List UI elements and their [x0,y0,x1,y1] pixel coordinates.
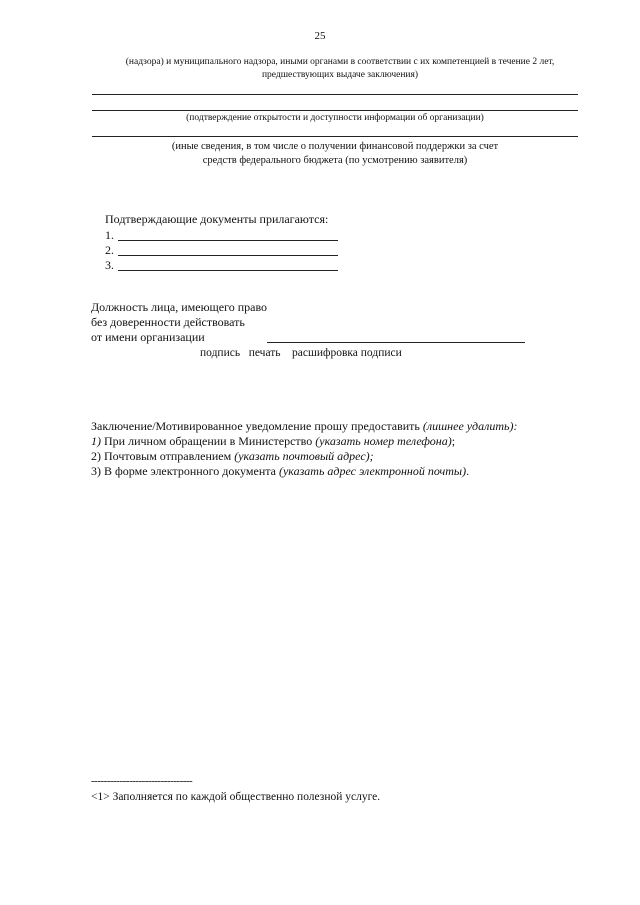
attachment-item-3 [105,258,114,273]
signatory-line-1: Должность лица, имеющего право [91,300,268,314]
attachment-line [118,255,338,256]
delivery-request-text: Заключение/Мотивированное уведомление прошу предоставить [91,419,423,433]
attachment-item-number: 3. [105,258,114,272]
delivery-option-1 [91,434,455,449]
option-1-end: ; [451,434,456,448]
footnote-text: <1> Заполняется по каждой общественно полезной услуге. [91,791,381,803]
attachment-item-number: 1. [105,228,114,242]
delivery-option-2 [91,449,374,464]
attachments-heading: Подтверждающие документы прилагаются: [105,212,329,226]
attachment-line [118,270,338,271]
attachment-item-2 [105,243,114,258]
header-line-1: (надзора) и муниципального надзора, иными органами в соответствии с их компетенцией в течение 2 лет, [125,57,555,67]
option-3-text: 3) В форме электронного документа [91,464,279,478]
other-info-caption-2: средств федерального бюджета (по усмотрению заявителя) [202,155,468,166]
header-line-2: предшествующих выдаче заключения) [261,70,419,80]
fill-line [92,94,578,95]
option-1-hint: (указать номер телефона) [315,434,452,448]
footnote-separator: -------------------------------- [91,775,193,787]
signatory-line-3: от имени организации [91,330,205,344]
attachment-line [118,240,338,241]
option-2-hint: (указать почтовый адрес); [234,449,374,463]
delivery-option-3 [91,464,469,479]
signature-caption: подпись печать расшифровка подписи [200,347,402,359]
openness-caption: (подтверждение открытости и доступности информации об организации) [186,113,484,123]
other-info-caption-1: (иные сведения, в том числе о получении финансовой поддержки за счет [171,141,499,152]
option-1-number: 1) [91,434,101,448]
delivery-request [91,419,517,434]
option-3-end: . [466,464,470,478]
delivery-request-hint: (лишнее удалить): [422,419,518,433]
attachment-item-number: 2. [105,243,114,257]
signatory-line-2: без доверенности действовать [91,315,245,329]
fill-line [92,136,578,137]
option-1-text: При личном обращении в Министерство [101,434,316,448]
fill-line [92,110,578,111]
option-3-hint: (указать адрес электронной почты) [278,464,467,478]
signature-line [267,342,525,343]
page-number: 25 [314,30,326,42]
attachment-item-1 [105,228,114,243]
option-2-text: 2) Почтовым отправлением [91,449,235,463]
